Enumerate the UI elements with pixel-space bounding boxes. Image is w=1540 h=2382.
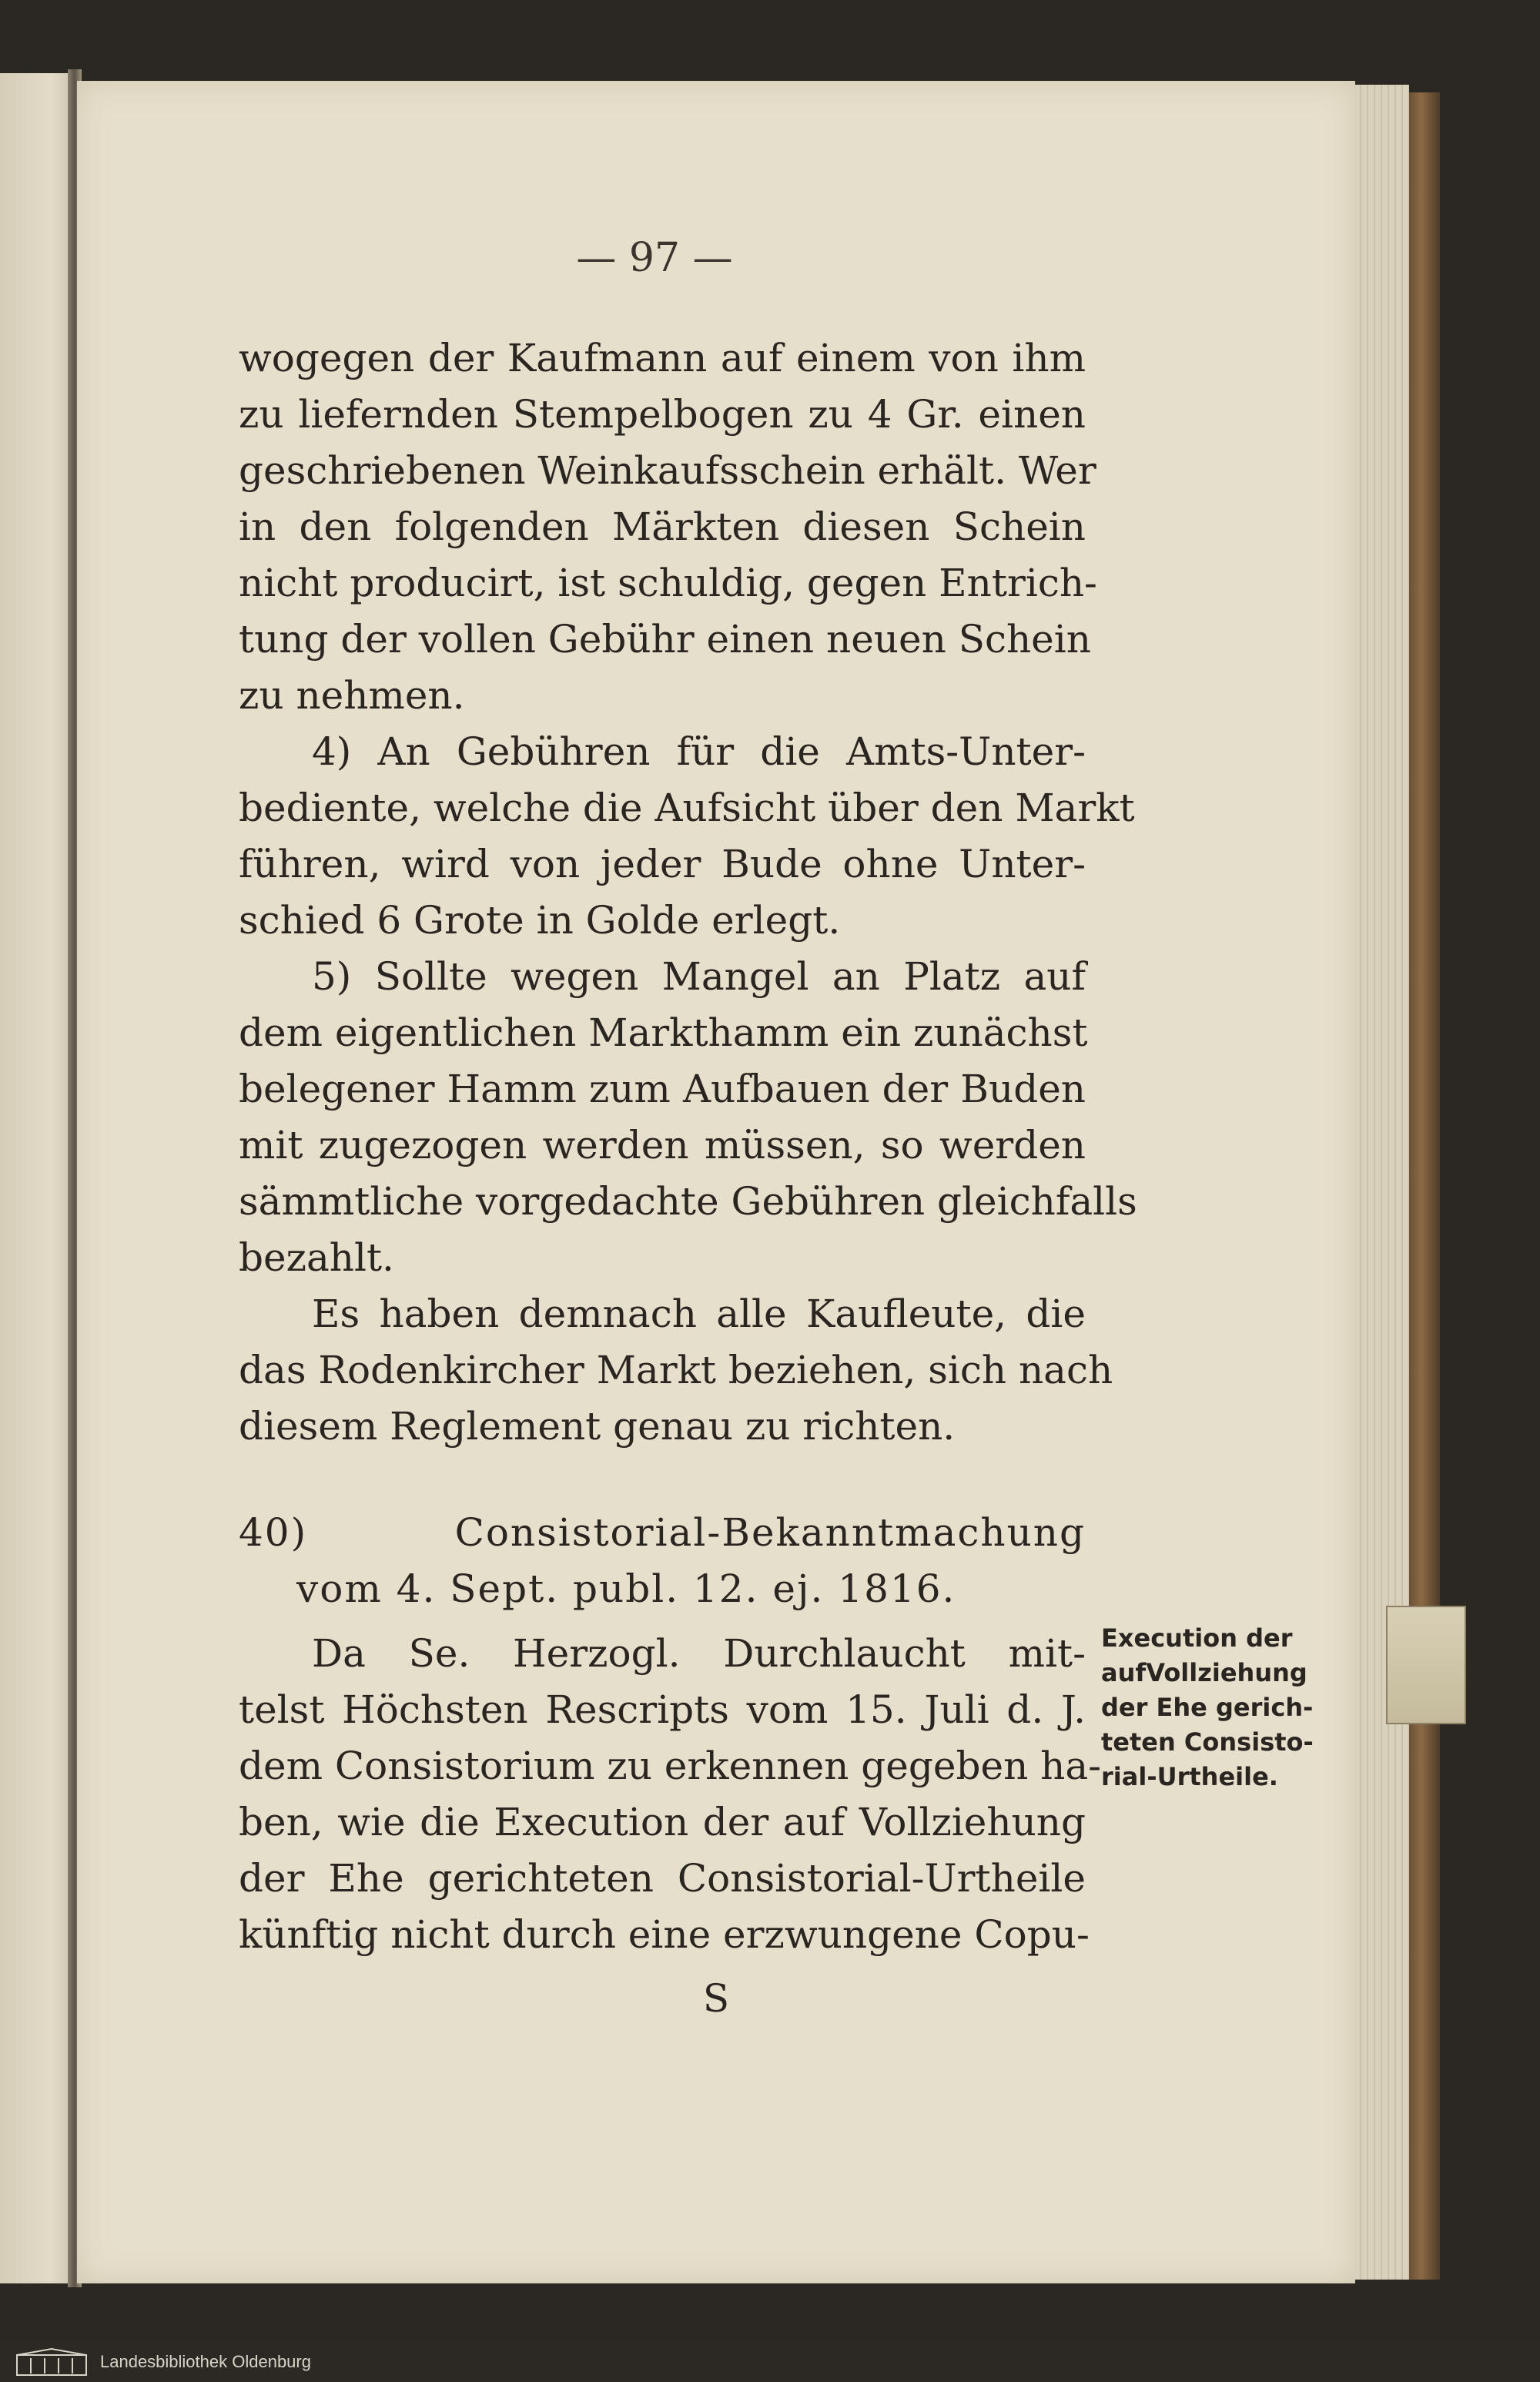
margin-note-line: teten Consisto- <box>1101 1727 1314 1757</box>
text-line: bezahlt. <box>239 1235 394 1280</box>
text-line: telst Höchsten Rescripts vom 15. Juli d. J. <box>239 1687 1086 1732</box>
page-number: — 97 — <box>576 235 733 281</box>
text-line: tung der vollen Gebühr einen neuen Schein <box>239 617 1091 662</box>
text-line: ben, wie die Execution der auf Vollziehung <box>239 1800 1086 1844</box>
text-line: sämmtliche vorgedachte Gebühren gleichfalls <box>239 1179 1137 1224</box>
text-line: künftig nicht durch eine erzwungene Copu- <box>239 1912 1090 1957</box>
text-line: mit zugezogen werden müssen, so werden <box>239 1123 1086 1168</box>
book-cover-edge <box>1409 92 1440 2280</box>
margin-note-line: rial-Urtheile. <box>1101 1762 1278 1791</box>
text-line: nicht producirt, ist schuldig, gegen Entrich- <box>239 561 1097 605</box>
text-line: zu nehmen. <box>239 673 465 718</box>
catchword: S <box>702 1976 730 2021</box>
text-line: belegener Hamm zum Aufbauen der Buden <box>239 1067 1086 1111</box>
text-line: der Ehe gerichteten Consistorial-Urtheile <box>239 1856 1086 1901</box>
facing-page-edge <box>0 73 73 2283</box>
text-line: zu liefernden Stempelbogen zu 4 Gr. einen <box>239 392 1086 437</box>
bookmark-tab <box>1386 1606 1466 1724</box>
text-line: führen, wird von jeder Bude ohne Unter- <box>239 842 1086 886</box>
text-line: dem eigentlichen Markthamm ein zunächst <box>239 1010 1088 1055</box>
text-line: das Rodenkircher Markt beziehen, sich nach <box>239 1348 1113 1392</box>
margin-note-line: der Ehe gerich- <box>1101 1693 1314 1722</box>
section-title: 40) Consistorial-Bekanntmachung <box>239 1510 1086 1555</box>
text-line: Es haben demnach alle Kaufleute, die <box>312 1292 1086 1336</box>
text-line: bediente, welche die Aufsicht über den Markt <box>239 786 1135 830</box>
text-line: geschriebenen Weinkaufsschein erhält. Wer <box>239 448 1096 493</box>
margin-note-line: aufVollziehung <box>1101 1658 1307 1687</box>
footer-label: Landesbibliothek Oldenburg <box>100 2352 311 2371</box>
text-line: in den folgenden Märkten diesen Schein <box>239 504 1086 549</box>
text-line: diesem Reglement genau zu richten. <box>239 1404 956 1449</box>
page-block-edge <box>1355 85 1409 2280</box>
text-line: 5) Sollte wegen Mangel an Platz auf <box>312 954 1086 999</box>
text-line: Da Se. Herzogl. Durchlaucht mit- <box>312 1631 1086 1676</box>
library-logo-icon <box>15 2347 89 2377</box>
section-date: vom 4. Sept. publ. 12. ej. 1816. <box>296 1566 956 1611</box>
text-line: schied 6 Grote in Golde erlegt. <box>239 898 841 943</box>
text-line: wogegen der Kaufmann auf einem von ihm <box>239 336 1086 380</box>
text-line: dem Consistorium zu erkennen gegeben ha- <box>239 1744 1102 1788</box>
margin-note-line: Execution der <box>1101 1623 1293 1653</box>
text-line: 4) An Gebühren für die Amts-Unter- <box>312 729 1086 774</box>
